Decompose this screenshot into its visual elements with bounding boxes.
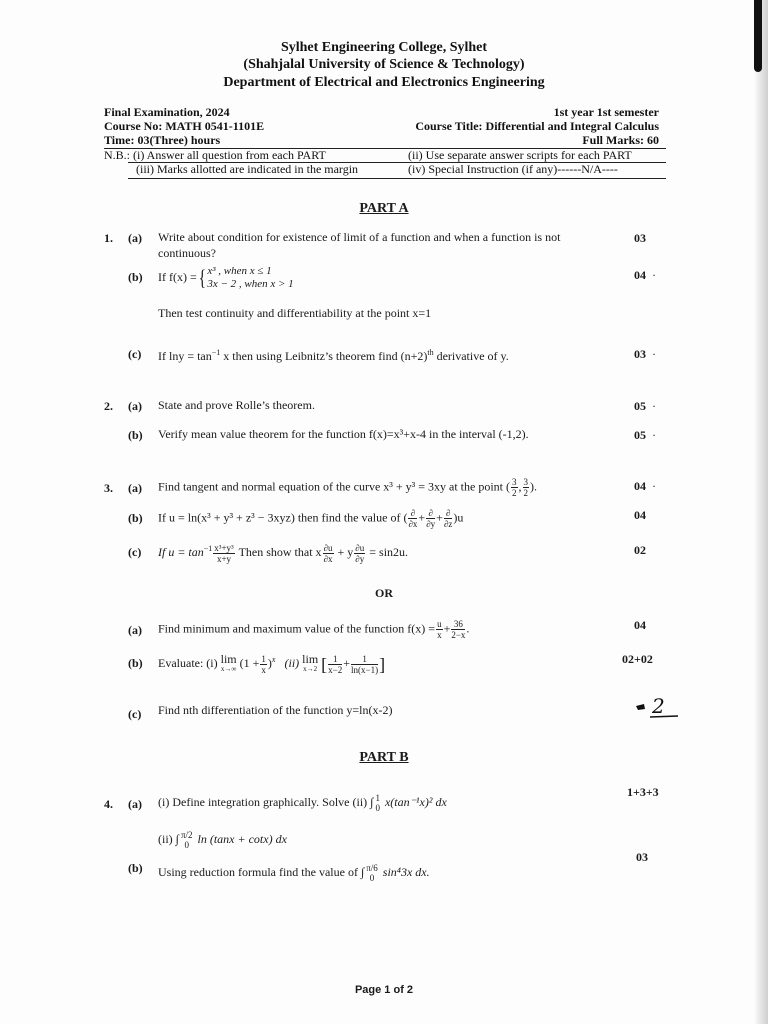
marks (634, 268, 656, 283)
text-fragment: Find tangent and normal equation of the curve x³ + y³ = 3xy at the point (158, 479, 503, 494)
tick-mark: · (652, 268, 656, 282)
sub-label: (b) (128, 270, 143, 284)
question-text: Find tangent and normal equation of the curve x³ + y³ = 3xy at the point ( $\frac{3}{2}$ , $\frac{3}{2}$ ). (158, 477, 537, 498)
sub-label: (a) (128, 231, 142, 245)
text-fragment: If lny = tan (158, 349, 212, 363)
marks-value: 05 (634, 428, 646, 442)
question-number: 4. (104, 797, 113, 811)
marks: 03 (636, 850, 648, 864)
numerator: ∂u (323, 542, 333, 553)
fraction (213, 543, 234, 564)
text-fragment: Using reduction formula find the value of ∫ (158, 864, 365, 879)
text-fragment: (ii) ∫ (158, 831, 179, 846)
part-a-heading: PART A (359, 201, 409, 216)
fraction (436, 619, 443, 640)
marks (634, 479, 656, 494)
question-text (158, 541, 408, 564)
case-line: x³ , when x ≤ 1 (207, 265, 272, 277)
integrand: x(tan⁻¹x)² dx (384, 794, 447, 809)
numerator: u (437, 619, 442, 629)
question-text (158, 345, 509, 364)
page-number: Page 1 of 2 (354, 984, 414, 996)
numerator: 3 (512, 477, 517, 487)
lim-operator: lim (302, 652, 319, 667)
numerator: x³+y³ (214, 542, 234, 553)
denominator: 2−x (451, 630, 466, 640)
numerator: 1 (328, 654, 342, 665)
numerator: 1 (261, 653, 266, 664)
text-fragment: ). (530, 479, 537, 494)
marks: 03 (634, 231, 646, 245)
question-number: 3. (104, 481, 113, 495)
question-text (158, 508, 463, 529)
instruction-iv: (iv) Special Instruction (if any)------N/A---- (408, 162, 618, 176)
integral-limits (374, 793, 381, 813)
college-name: Sylhet Engineering College, Sylhet (280, 40, 488, 55)
brace: { (198, 265, 206, 290)
question-text: Verify mean value theorem for the function f(x)=x³+x-4 in the interval (-1,2). (158, 427, 529, 441)
denominator: 2 (523, 488, 528, 498)
question-text: Then test continuity and differentiability at the point x=1 (158, 306, 432, 320)
sub-label: (c) (128, 707, 142, 721)
numerator: ∂ (408, 508, 417, 519)
handwritten-marks (634, 697, 680, 719)
marks: 04 (634, 618, 646, 632)
sub-label: (b) (128, 428, 143, 442)
sub-label: (a) (128, 481, 142, 495)
fraction (323, 543, 334, 564)
marks-value: 03 (634, 347, 646, 361)
question-text (158, 863, 430, 883)
marks-value: 04 (634, 268, 646, 282)
fraction (523, 477, 530, 498)
text-fragment: derivative of y. (436, 349, 509, 363)
text-fragment: Evaluate: (i) (158, 656, 218, 670)
lim-subscript: x→2 (303, 665, 318, 674)
ink-scribble (636, 704, 645, 710)
sub-label: (c) (128, 545, 142, 559)
denominator: ∂x (323, 553, 333, 564)
denominator: x (261, 664, 266, 675)
or-separator: OR (375, 586, 393, 600)
instruction-i: N.B.: (i) Answer all question from each PART (104, 148, 326, 162)
operator: + (436, 510, 443, 525)
question-text (158, 652, 385, 675)
bracket: ] (379, 654, 386, 675)
question-text (158, 229, 560, 261)
tick-mark: · (652, 399, 656, 413)
ink-underline (650, 716, 678, 717)
numerator: ∂u (355, 542, 365, 553)
question-text (158, 830, 287, 850)
text-fragment: . (466, 621, 470, 636)
handwritten-mark-value: 2 (652, 697, 665, 718)
question-number: 1. (104, 231, 113, 245)
text-fragment: + y (337, 545, 354, 559)
text-fragment: (i) Define integration graphically. Solve (ii) ∫ (158, 794, 374, 809)
text-fragment: Find minimum and maximum value of the function f(x) = (158, 621, 436, 636)
full-marks: Full Marks: 60 (582, 133, 659, 147)
text-fragment: )u (453, 510, 464, 525)
text-fragment: x then using Leibnitz’s theorem find (n+2) (223, 349, 428, 363)
superscript: th (427, 348, 434, 357)
sub-label: (a) (128, 399, 142, 413)
case-line: 3x − 2 , when x > 1 (207, 278, 294, 290)
text-line: Write about condition for existence of limit of a function and when a function is not (158, 230, 561, 244)
lim-operator: lim (220, 652, 237, 667)
superscript: x (271, 655, 276, 664)
fraction (451, 619, 465, 640)
tick-mark: · (652, 479, 656, 493)
lower-limit: 0 (369, 873, 375, 883)
numerator: ∂ (445, 508, 451, 518)
marks-value: 05 (634, 399, 646, 413)
fraction (354, 543, 365, 564)
denominator: x+y (216, 553, 232, 564)
text-fragment: If u = tan (158, 545, 204, 559)
marks (634, 428, 656, 443)
tick-mark: · (652, 428, 656, 442)
piecewise-cases (207, 265, 293, 291)
exam-time: Time: 03(Three) hours (104, 133, 221, 147)
lim-subscript: x→∞ (220, 665, 237, 674)
bracket: [ (321, 654, 328, 675)
limit (221, 654, 237, 674)
sub-label: (a) (128, 797, 142, 811)
marks (634, 399, 656, 414)
tick-mark: · (652, 347, 656, 361)
upper-limit: π/6 (366, 863, 378, 873)
text-fragment: = sin2u. (369, 545, 409, 559)
text-fragment: ( (506, 479, 510, 494)
operator: + (418, 510, 426, 525)
lower-limit: 0 (375, 803, 380, 813)
semester: 1st year 1st semester (553, 105, 659, 119)
marks: 02 (634, 543, 646, 557)
sub-label: (b) (128, 861, 143, 875)
marks (634, 347, 656, 362)
superscript: −1 (203, 544, 213, 553)
fraction (444, 508, 452, 529)
sub-label: (b) (128, 656, 143, 670)
integral-limits (365, 863, 379, 883)
fraction (426, 508, 435, 529)
denominator: 2 (512, 488, 517, 498)
denominator: ∂y (355, 553, 365, 564)
fraction (511, 477, 518, 498)
question-text (158, 265, 294, 291)
exam-name: Final Examination, 2024 (104, 105, 230, 119)
upper-limit: 1 (375, 793, 380, 803)
numerator: ∂ (426, 508, 435, 519)
fraction (260, 654, 267, 675)
denominator: x−2 (328, 664, 343, 675)
sub-label: (c) (128, 347, 142, 361)
part-b-heading: PART B (359, 750, 409, 765)
text-fragment: (ii) (284, 656, 300, 670)
page-edge-shadow (754, 0, 768, 1024)
sub-label: (b) (128, 511, 143, 525)
question-text: State and prove Rolle’s theorem. (158, 398, 315, 412)
integrand: sin⁴3x dx. (382, 864, 430, 879)
text-fragment: If u = ln(x³ + y³ + z³ − 3xyz) then find the value of ( (158, 510, 408, 525)
marks: 1+3+3 (627, 785, 659, 799)
question-text: Find nth differentiation of the function y=ln(x-2) (158, 703, 393, 717)
question-text (158, 619, 469, 640)
course-title: Course Title: Differential and Integral Calculus (415, 119, 659, 133)
integrand: ln (tanx + cotx) dx (197, 831, 287, 846)
marks-value: 04 (634, 479, 646, 493)
university-name: (Shahjalal University of Science & Technology) (243, 57, 525, 72)
course-number: Course No: MATH 0541-1101E (104, 119, 265, 133)
operator: + (343, 656, 351, 670)
text-line: continuous? (158, 246, 216, 260)
denominator: ∂x (408, 519, 418, 529)
marks: 04 (634, 508, 646, 522)
question-text (158, 793, 447, 813)
text-fragment: If f(x) = (158, 269, 197, 284)
operator: + (443, 621, 451, 636)
numerator: 1 (351, 654, 378, 665)
question-number: 2. (104, 399, 113, 413)
instruction-ii: (ii) Use separate answer scripts for each PART (408, 148, 632, 162)
text-fragment: Then show that x (238, 545, 322, 559)
superscript: −1 (211, 348, 221, 357)
text-fragment: (1 + (239, 656, 260, 670)
fraction (328, 654, 342, 675)
marks: 02+02 (622, 652, 653, 666)
lower-limit: 0 (184, 840, 189, 850)
department-name: Department of Electrical and Electronics Engineering (223, 75, 545, 90)
fraction (351, 654, 378, 675)
fraction (408, 508, 417, 529)
divider (128, 178, 666, 179)
numerator: 36 (451, 619, 465, 630)
numerator: 3 (523, 477, 528, 487)
denominator: ln(x−1) (351, 664, 379, 675)
denominator: ∂y (426, 519, 436, 529)
denominator: ∂z (443, 519, 453, 529)
text-fragment: ) (267, 656, 272, 670)
limit (302, 654, 318, 674)
upper-limit: π/2 (180, 830, 193, 840)
instruction-iii: (iii) Marks allotted are indicated in the margin (136, 162, 359, 176)
sub-label: (a) (128, 623, 142, 637)
denominator: x (437, 630, 442, 640)
integral-limits (180, 830, 194, 850)
